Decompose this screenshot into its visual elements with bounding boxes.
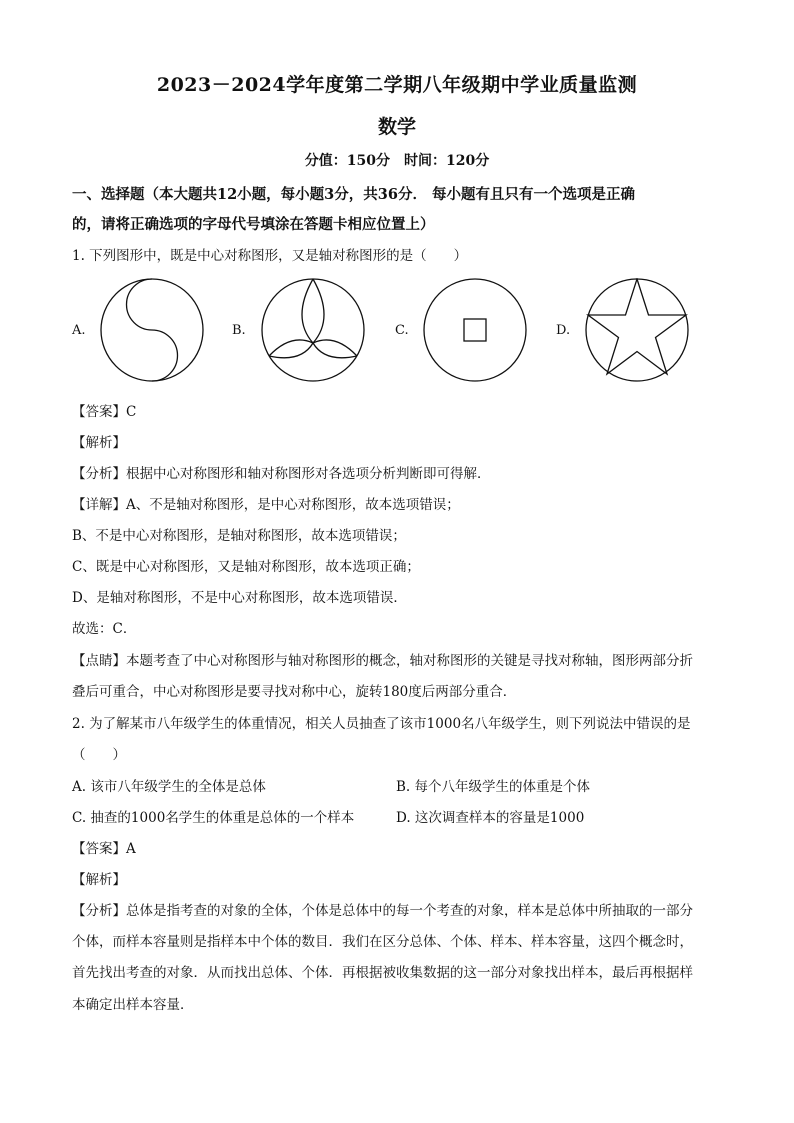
option-d-label: D.: [556, 323, 571, 338]
q2-option-d: D. 这次调查样本的容量是1000: [396, 810, 585, 826]
three-arc-circle-icon: [261, 278, 365, 382]
q1-answer: 【答案】C: [72, 404, 137, 420]
q2-analysis-line-2: 个体，而样本容量则是指样本中个体的数目．我们在区分总体、个体、样本、样本容量，这四个概念时，: [72, 934, 693, 950]
q1-jiexi-label: 【解析】: [72, 435, 126, 451]
question-2-stem: 2. 为了解某市八年级学生的体重情况，相关人员抽查了该市1000名八年级学生，则下列说法中错误的是: [72, 716, 691, 732]
q1-detail-d: D、是轴对称图形，不是中心对称图形，故本选项错误．: [72, 590, 407, 606]
section-heading-line-2: 的，请将正确选项的字母代号填涂在答题卡相应位置上）: [72, 216, 435, 233]
q1-choice: 故选：C．: [72, 621, 137, 637]
section-heading-line-1: 一、选择题（本大题共12小题，每小题3分，共36分． 每小题有且只有一个选项是正确: [72, 186, 635, 203]
q1-detail-c: C、既是中心对称图形，又是轴对称图形，故本选项正确；: [72, 559, 420, 575]
page-title: 2023－2024学年度第二学期八年级期中学业质量监测: [156, 74, 638, 96]
exam-info: 分值：150分 时间：120分: [304, 153, 490, 169]
square-in-circle-icon: [423, 278, 527, 382]
q1-comment-line-2: 叠后可重合，中心对称图形是要寻找对称中心，旋转180度后两部分重合．: [72, 684, 517, 700]
q2-answer: 【答案】A: [72, 841, 136, 857]
question-1-stem: 1. 下列图形中，既是中心对称图形，又是轴对称图形的是（ ）: [72, 248, 468, 264]
subject-title: 数学: [377, 116, 416, 138]
q2-analysis-line-4: 本确定出样本容量．: [72, 997, 194, 1013]
question-2-stem-paren: （ ）: [72, 747, 126, 763]
q1-comment-line-1: 【点睛】本题考查了中心对称图形与轴对称图形的概念，轴对称图形的关键是寻找对称轴，图形两部分折: [72, 653, 693, 669]
q2-option-b: B. 每个八年级学生的体重是个体: [396, 779, 591, 795]
q2-option-a: A. 该市八年级学生的全体是总体: [72, 779, 266, 795]
q2-option-c: C. 抽查的1000名学生的体重是总体的一个样本: [72, 810, 355, 826]
q2-analysis-line-3: 首先找出考查的对象．从而找出总体、个体．再根据被收集数据的这一部分对象找出样本，最后再根据样: [72, 965, 693, 981]
q1-detail-b: B、不是中心对称图形，是轴对称图形，故本选项错误；: [72, 528, 406, 544]
yin-yang-circle-icon: [100, 278, 204, 382]
option-c-label: C.: [395, 323, 409, 338]
q2-jiexi-label: 【解析】: [72, 872, 126, 888]
star-in-circle-icon: [585, 278, 689, 382]
q1-analysis: 【分析】根据中心对称图形和轴对称图形对各选项分析判断即可得解．: [72, 466, 491, 482]
q1-detail: 【详解】A、不是轴对称图形，是中心对称图形，故本选项错误；: [72, 497, 460, 513]
option-b-label: B.: [232, 323, 246, 338]
option-a-label: A.: [72, 323, 86, 338]
q2-analysis-line-1: 【分析】总体是指考查的对象的全体，个体是总体中的每一个考查的对象，样本是总体中所抽取的一部分: [72, 903, 693, 919]
